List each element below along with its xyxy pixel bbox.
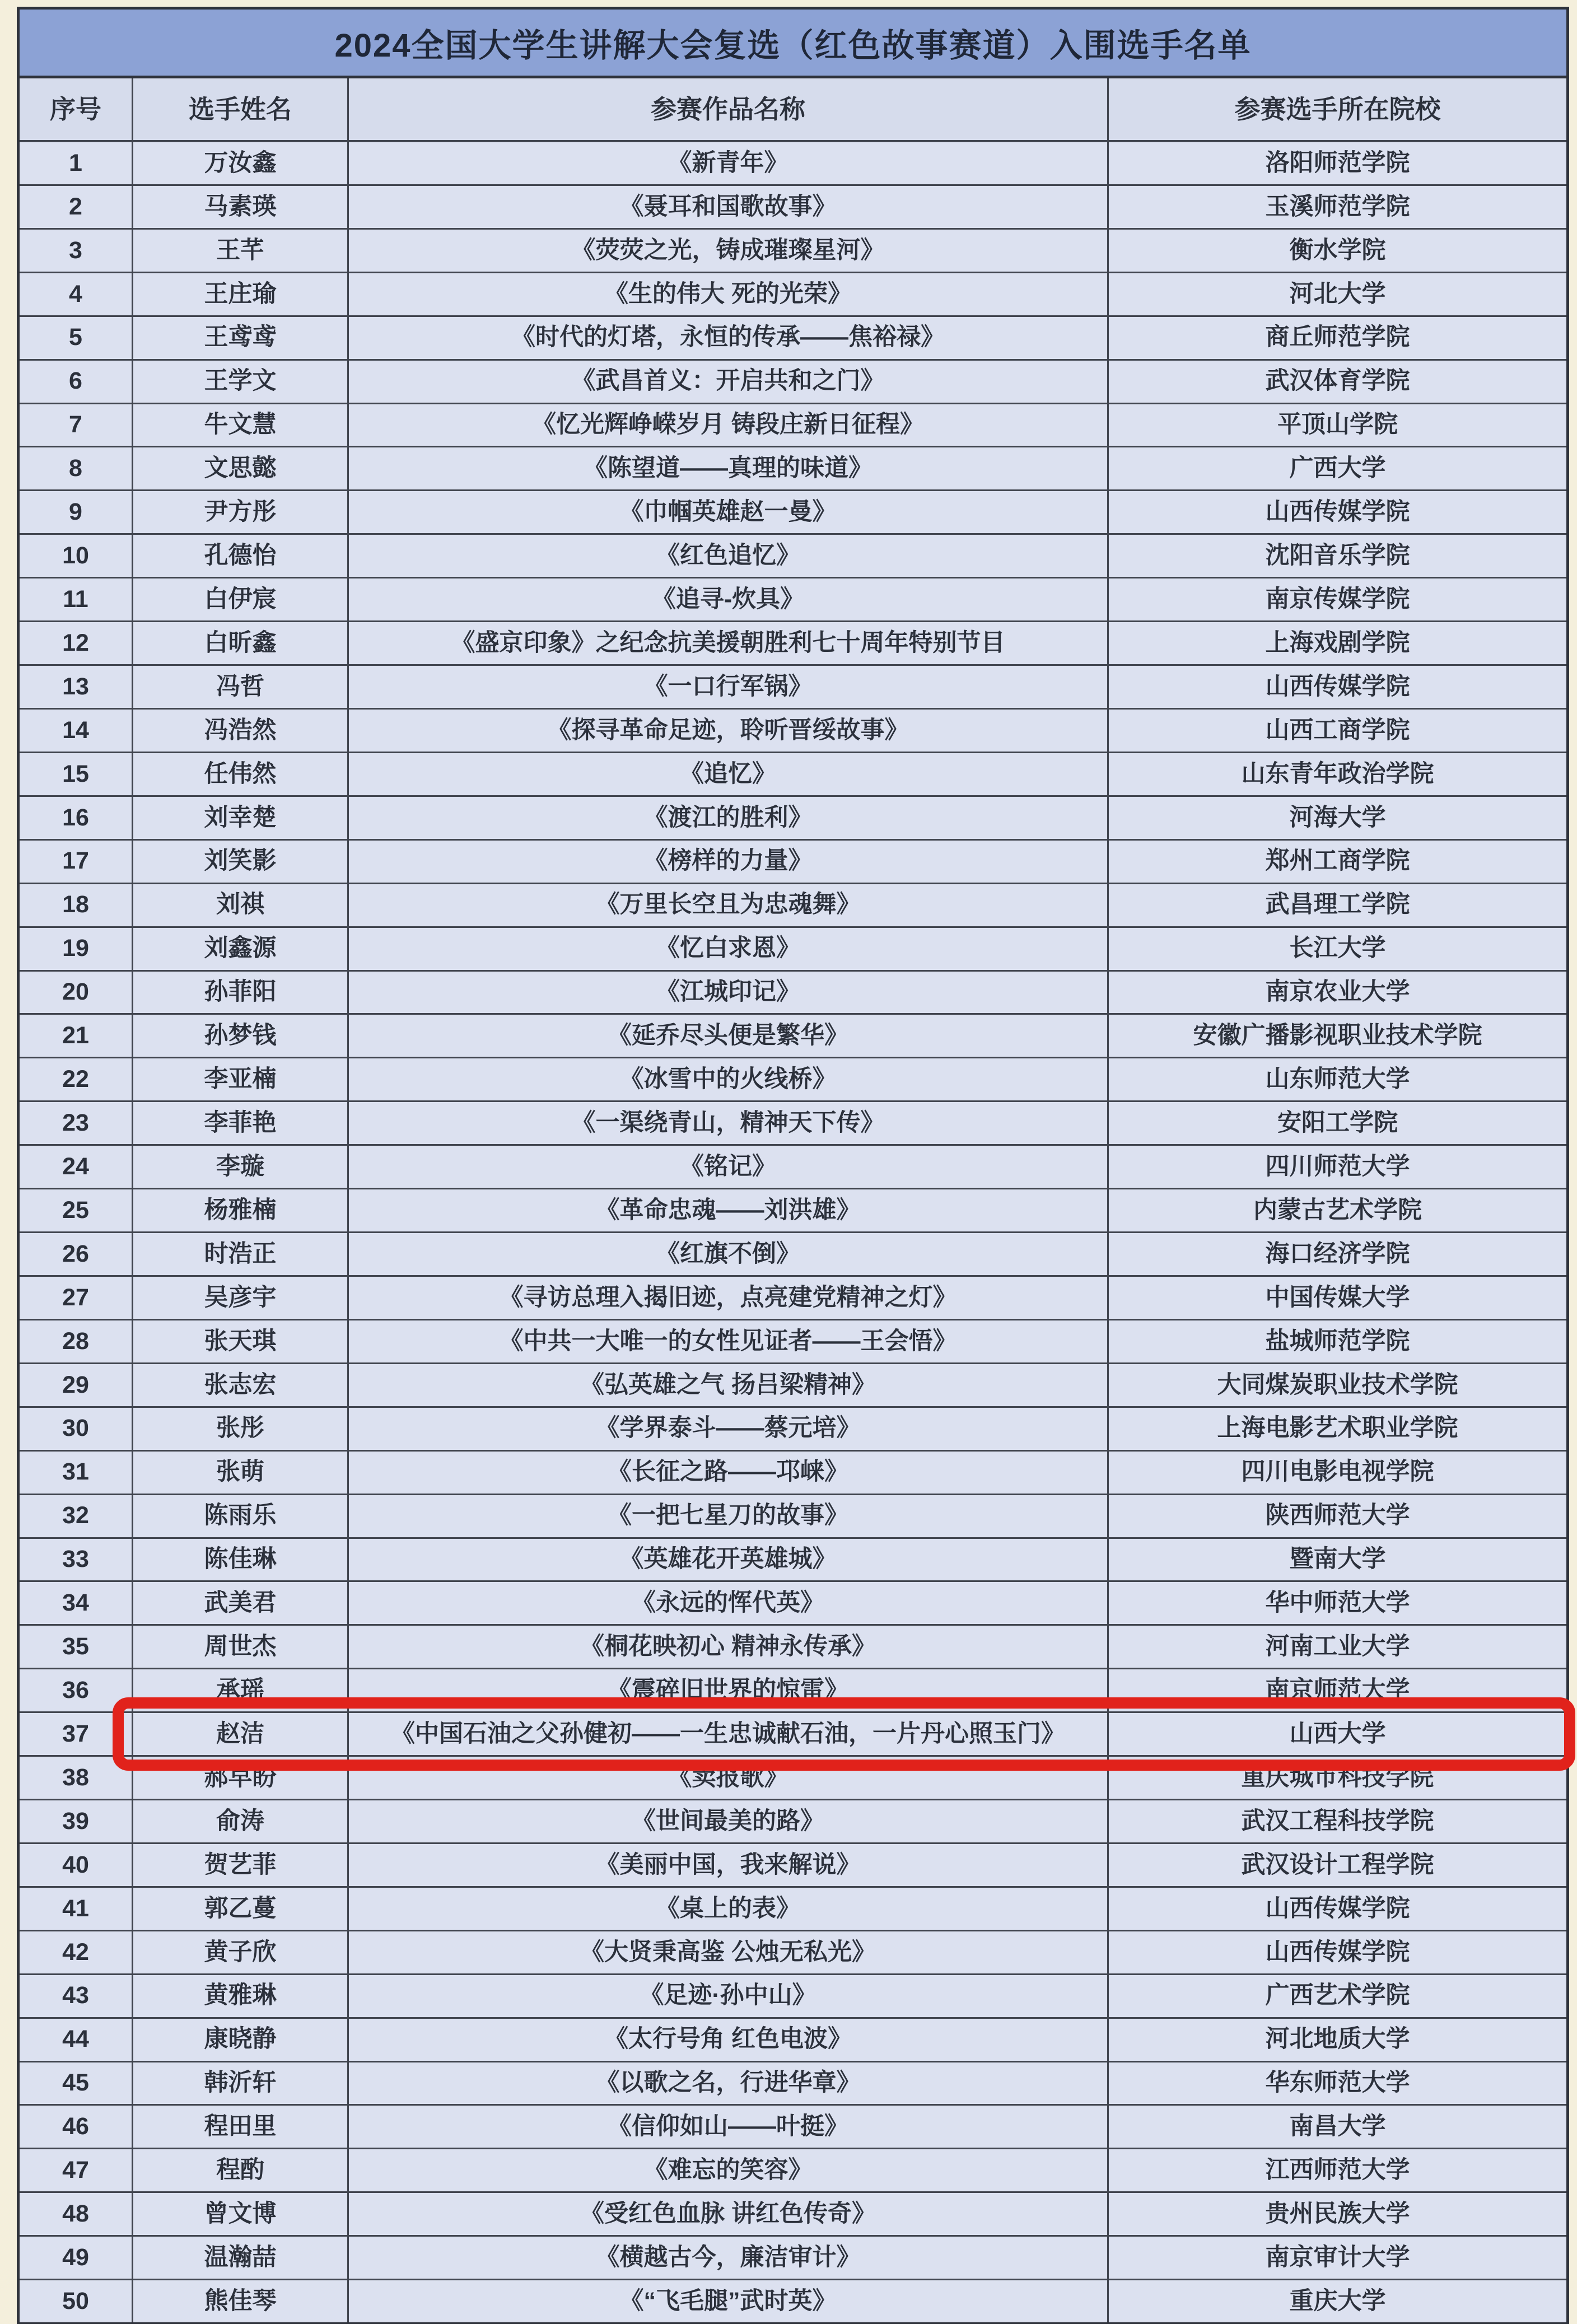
table-row [20,1757,1566,1800]
table-row [20,1146,1566,1189]
table-row [20,2237,1566,2280]
cell-school: 江西师范大学 [1265,2157,1410,2184]
table-row [20,1800,1566,1844]
cell-name: 陈佳琳 [133,1539,349,1581]
cell-name: 刘祺 [133,884,349,926]
page-title: 2024全国大学生讲解大会复选（红色故事赛道）入围选手名单 [334,27,1252,64]
cell-index: 5 [20,317,133,359]
cell-name: 程酌 [133,2149,349,2191]
table-row [20,972,1566,1015]
table-header-row [20,78,1566,142]
cell-school: 山东师范大学 [1265,1066,1410,1093]
cell-school: 河北大学 [1289,280,1386,307]
table-row [20,1539,1566,1583]
cell-name: 孙菲阳 [133,972,349,1014]
cell-work: 《盛京印象》之纪念抗美援朝胜利七十周年特别节目 [349,622,1109,664]
cell-school: 安阳工学院 [1277,1109,1398,1137]
cell-school: 内蒙古艺术学院 [1253,1196,1422,1224]
cell-name: 李亚楠 [133,1058,349,1100]
cell-index: 24 [20,1146,133,1188]
cell-work: 《聂耳和国歌故事》 [349,186,1109,228]
cell-work: 《中共一大唯一的女性见证者——王会悟》 [349,1320,1109,1362]
cell-school: 盐城师范学院 [1265,1327,1410,1355]
cell-school: 安徽广播影视职业技术学院 [1193,1022,1482,1049]
cell-work: 《“飞毛腿”武时英》 [349,2280,1109,2322]
table-row [20,447,1566,491]
table-row [20,753,1566,797]
table-row [20,2019,1566,2062]
header-col-index: 序号 [20,78,133,140]
table-row [20,1888,1566,1931]
cell-name: 时浩正 [133,1233,349,1275]
cell-school: 南京农业大学 [1265,978,1410,1006]
cell-school: 武昌理工学院 [1265,891,1410,918]
cell-work: 《桐花映初心 精神永传承》 [349,1626,1109,1668]
cell-work: 《万里长空且为忠魂舞》 [349,884,1109,926]
cell-work: 《一口行军锅》 [349,666,1109,708]
cell-school: 郑州工商学院 [1265,847,1410,875]
cell-index: 47 [20,2149,133,2191]
cell-name: 赵洁 [133,1713,349,1755]
cell-name: 熊佳琴 [133,2280,349,2322]
table-row [20,142,1566,186]
table-row [20,361,1566,404]
cell-index: 39 [20,1800,133,1842]
cell-school: 山西传媒学院 [1265,1894,1410,1922]
cell-index: 36 [20,1669,133,1711]
cell-index: 50 [20,2280,133,2322]
table-row [20,1452,1566,1495]
cell-name: 张志宏 [133,1364,349,1406]
table-row [20,1975,1566,2019]
cell-name: 刘笑影 [133,841,349,883]
roster-table [17,7,1569,2324]
table-row [20,841,1566,884]
cell-school: 海口经济学院 [1265,1240,1410,1267]
table-row [20,797,1566,841]
cell-index: 15 [20,753,133,795]
cell-school: 南京传媒学院 [1265,585,1410,613]
cell-school: 暨南大学 [1289,1546,1386,1573]
cell-work: 《红色追忆》 [349,535,1109,577]
cell-name: 杨雅楠 [133,1189,349,1231]
cell-work: 《江城印记》 [349,972,1109,1014]
cell-school: 重庆大学 [1289,2287,1386,2314]
cell-name: 周世杰 [133,1626,349,1668]
cell-school: 山西传媒学院 [1265,498,1410,526]
cell-work: 《武昌首义：开启共和之门》 [349,361,1109,403]
table-row [20,622,1566,666]
cell-name: 承瑶 [133,1669,349,1711]
cell-work: 《桌上的表》 [349,1888,1109,1930]
cell-index: 35 [20,1626,133,1668]
cell-school: 武汉工程科技学院 [1241,1807,1434,1835]
table-row [20,1364,1566,1408]
cell-name: 张萌 [133,1452,349,1494]
table-row [20,928,1566,972]
cell-work: 《新青年》 [349,142,1109,184]
cell-work: 《红旗不倒》 [349,1233,1109,1275]
cell-index: 30 [20,1408,133,1450]
cell-name: 王鸢鸢 [133,317,349,359]
cell-work: 《追寻-炊具》 [349,578,1109,620]
cell-index: 11 [20,578,133,620]
cell-name: 程田里 [133,2106,349,2148]
cell-index: 25 [20,1189,133,1231]
table-row [20,1102,1566,1146]
cell-name: 王学文 [133,361,349,403]
cell-index: 49 [20,2237,133,2279]
table-title-band [20,10,1566,78]
cell-school: 商丘师范学院 [1265,324,1410,351]
header-col-work: 参赛作品名称 [349,78,1109,140]
cell-school: 河北地质大学 [1265,2026,1410,2053]
table-row [20,2193,1566,2237]
cell-work: 《太行号角 红色电波》 [349,2019,1109,2061]
cell-school: 山西大学 [1289,1720,1386,1747]
cell-school: 山东青年政治学院 [1241,760,1434,787]
cell-index: 26 [20,1233,133,1275]
cell-work: 《探寻革命足迹，聆听晋绥故事》 [349,710,1109,752]
table-row [20,317,1566,361]
table-row [20,1320,1566,1364]
table-row [20,1626,1566,1669]
cell-school: 贵州民族大学 [1265,2200,1410,2228]
cell-index: 10 [20,535,133,577]
cell-school: 广西大学 [1289,455,1386,482]
table-row [20,2149,1566,2193]
cell-work: 《榜样的力量》 [349,841,1109,883]
cell-index: 18 [20,884,133,926]
cell-school: 上海戏剧学院 [1265,629,1410,656]
cell-index: 33 [20,1539,133,1581]
cell-work: 《追忆》 [349,753,1109,795]
cell-index: 6 [20,361,133,403]
cell-index: 20 [20,972,133,1014]
cell-name: 马素瑛 [133,186,349,228]
table-row [20,2106,1566,2149]
cell-name: 郭乙蔓 [133,1888,349,1930]
header-col-name: 选手姓名 [133,78,349,140]
table-row [20,1015,1566,1058]
cell-index: 27 [20,1277,133,1319]
cell-index: 44 [20,2019,133,2061]
cell-work: 《铭记》 [349,1146,1109,1188]
table-row [20,1277,1566,1320]
cell-school: 上海电影艺术职业学院 [1217,1415,1458,1442]
cell-index: 22 [20,1058,133,1100]
cell-name: 吴彦宇 [133,1277,349,1319]
cell-school: 陕西师范大学 [1265,1502,1410,1529]
table-row [20,1495,1566,1539]
cell-index: 7 [20,404,133,446]
cell-school: 长江大学 [1289,935,1386,962]
cell-index: 13 [20,666,133,708]
cell-work: 《寻访总理入揭旧迹，点亮建党精神之灯》 [349,1277,1109,1319]
table-row [20,273,1566,317]
cell-school: 大同煤炭职业技术学院 [1217,1371,1458,1398]
cell-name: 武美君 [133,1582,349,1624]
cell-index: 40 [20,1844,133,1886]
cell-name: 万汝鑫 [133,142,349,184]
cell-name: 李璇 [133,1146,349,1188]
cell-name: 孙梦钱 [133,1015,349,1057]
cell-index: 8 [20,447,133,489]
cell-work: 《横越古今，廉洁审计》 [349,2237,1109,2279]
cell-school: 四川师范大学 [1265,1152,1410,1180]
cell-name: 刘幸楚 [133,797,349,839]
cell-work: 《忆白求恩》 [349,928,1109,970]
cell-name: 黄雅琳 [133,1975,349,2017]
table-row [20,578,1566,622]
cell-name: 黄子欣 [133,1931,349,1973]
cell-name: 温瀚喆 [133,2237,349,2279]
table-row [20,884,1566,928]
cell-work: 《革命忠魂——刘洪雄》 [349,1189,1109,1231]
cell-school: 洛阳师范学院 [1265,149,1410,176]
cell-work: 《生的伟大 死的光荣》 [349,273,1109,315]
cell-school: 华中师范大学 [1265,1589,1410,1617]
cell-work: 《以歌之名，行进华章》 [349,2062,1109,2104]
cell-name: 文思懿 [133,447,349,489]
cell-index: 19 [20,928,133,970]
cell-name: 康晓静 [133,2019,349,2061]
table-row [20,2280,1566,2322]
cell-school: 山西传媒学院 [1265,1938,1410,1966]
cell-name: 王庄瑜 [133,273,349,315]
cell-name: 牛文慧 [133,404,349,446]
cell-school: 河南工业大学 [1265,1633,1410,1660]
cell-index: 3 [20,230,133,272]
cell-name: 郝早盼 [133,1757,349,1799]
cell-name: 冯哲 [133,666,349,708]
cell-index: 12 [20,622,133,664]
cell-index: 38 [20,1757,133,1799]
table-row [20,230,1566,273]
cell-work: 《卖报歌》 [349,1757,1109,1799]
cell-school: 华东师范大学 [1265,2069,1410,2097]
cell-work: 《信仰如山——叶挺》 [349,2106,1109,2148]
cell-work: 《时代的灯塔，永恒的传承——焦裕禄》 [349,317,1109,359]
cell-index: 37 [20,1713,133,1755]
cell-name: 贺艺菲 [133,1844,349,1886]
cell-school: 河海大学 [1289,804,1386,831]
cell-school: 山西传媒学院 [1265,673,1410,700]
table-row [20,491,1566,535]
cell-work: 《一把七星刀的故事》 [349,1495,1109,1537]
table-row [20,710,1566,753]
cell-school: 沈阳音乐学院 [1265,542,1410,570]
cell-school: 衡水学院 [1289,236,1386,264]
cell-name: 白昕鑫 [133,622,349,664]
cell-work: 《受红色血脉 讲红色传奇》 [349,2193,1109,2235]
table-row [20,404,1566,448]
cell-name: 白伊宸 [133,578,349,620]
cell-work: 《渡江的胜利》 [349,797,1109,839]
table-row [20,1233,1566,1277]
cell-work: 《巾帼英雄赵一曼》 [349,491,1109,533]
cell-name: 陈雨乐 [133,1495,349,1537]
cell-work: 《陈望道——真理的味道》 [349,447,1109,489]
cell-school: 南昌大学 [1289,2113,1386,2140]
cell-name: 张彤 [133,1408,349,1450]
cell-work: 《长征之路——邛崃》 [349,1452,1109,1494]
cell-work: 《延乔尽头便是繁华》 [349,1015,1109,1057]
cell-index: 1 [20,142,133,184]
cell-work: 《永远的恽代英》 [349,1582,1109,1624]
cell-work: 《英雄花开英雄城》 [349,1539,1109,1581]
cell-index: 43 [20,1975,133,2017]
cell-work: 《足迹·孙中山》 [349,1975,1109,2017]
cell-name: 孔德怡 [133,535,349,577]
table-row [20,1058,1566,1102]
cell-name: 俞涛 [133,1800,349,1842]
cell-work: 《忆光辉峥嵘岁月 铸段庄新日征程》 [349,404,1109,446]
cell-index: 9 [20,491,133,533]
cell-name: 韩沂轩 [133,2062,349,2104]
table-row [20,1408,1566,1452]
cell-name: 李菲艳 [133,1102,349,1144]
cell-index: 16 [20,797,133,839]
cell-school: 南京审计大学 [1265,2243,1410,2271]
cell-index: 29 [20,1364,133,1406]
table-row [20,1189,1566,1233]
cell-index: 4 [20,273,133,315]
cell-school: 南京师范大学 [1265,1677,1410,1704]
cell-index: 32 [20,1495,133,1537]
cell-work: 《美丽中国，我来解说》 [349,1844,1109,1886]
cell-index: 17 [20,841,133,883]
cell-school: 中国传媒大学 [1265,1284,1410,1311]
cell-school: 重庆城市科技学院 [1241,1763,1434,1791]
cell-work: 《世间最美的路》 [349,1800,1109,1842]
cell-work: 《学界泰斗——蔡元培》 [349,1408,1109,1450]
cell-name: 张天琪 [133,1320,349,1362]
table-row [20,1582,1566,1626]
cell-work: 《难忘的笑容》 [349,2149,1109,2191]
cell-index: 14 [20,710,133,752]
cell-name: 曾文博 [133,2193,349,2235]
cell-work: 《震碎旧世界的惊雷》 [349,1669,1109,1711]
header-col-school: 参赛选手所在院校 [1234,94,1441,124]
cell-work: 《弘英雄之气 扬吕梁精神》 [349,1364,1109,1406]
cell-index: 23 [20,1102,133,1144]
table-row [20,1844,1566,1888]
cell-index: 42 [20,1931,133,1973]
cell-index: 41 [20,1888,133,1930]
cell-index: 2 [20,186,133,228]
cell-name: 任伟然 [133,753,349,795]
cell-work: 《一渠绕青山，精神天下传》 [349,1102,1109,1144]
cell-name: 刘鑫源 [133,928,349,970]
cell-name: 冯浩然 [133,710,349,752]
cell-school: 武汉设计工程学院 [1241,1851,1434,1878]
cell-school: 四川电影电视学院 [1241,1458,1434,1486]
cell-work: 《中国石油之父孙健初——一生忠诚献石油，一片丹心照玉门》 [349,1713,1109,1755]
cell-index: 34 [20,1582,133,1624]
table-row [20,1713,1566,1757]
table-body [20,142,1566,2322]
cell-school: 武汉体育学院 [1265,367,1410,395]
cell-school: 玉溪师范学院 [1265,193,1410,220]
cell-index: 21 [20,1015,133,1057]
table-row [20,186,1566,230]
cell-work: 《大贤秉高鉴 公烛无私光》 [349,1931,1109,1973]
cell-index: 28 [20,1320,133,1362]
cell-school: 平顶山学院 [1277,411,1398,438]
table-row [20,1669,1566,1713]
table-row [20,666,1566,710]
cell-index: 31 [20,1452,133,1494]
cell-school: 山西工商学院 [1265,716,1410,744]
table-row [20,1931,1566,1975]
cell-index: 48 [20,2193,133,2235]
cell-work: 《荧荧之光，铸成璀璨星河》 [349,230,1109,272]
cell-name: 王芊 [133,230,349,272]
cell-name: 尹方彤 [133,491,349,533]
cell-index: 46 [20,2106,133,2148]
cell-work: 《冰雪中的火线桥》 [349,1058,1109,1100]
cell-index: 45 [20,2062,133,2104]
table-row [20,2062,1566,2106]
cell-school: 广西艺术学院 [1265,1982,1410,2009]
table-row [20,535,1566,578]
